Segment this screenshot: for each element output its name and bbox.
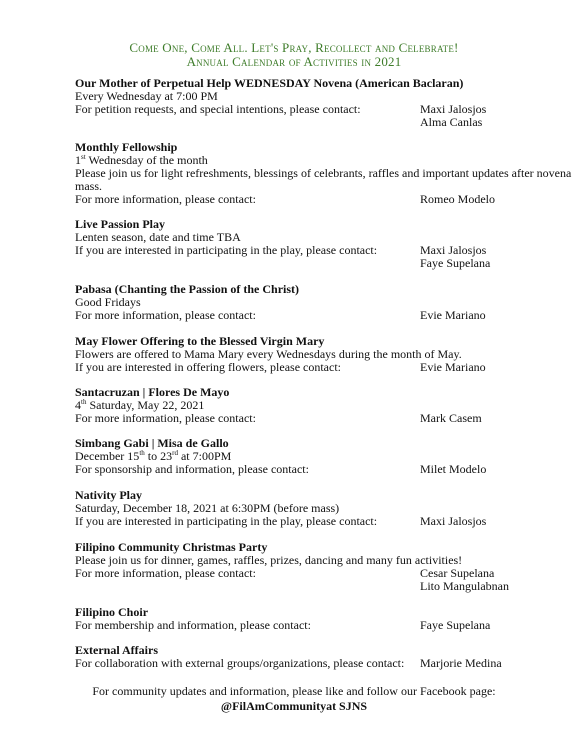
section-title: Pabasa (Chanting the Passion of the Christ): [75, 282, 300, 296]
contact-name: Maxi Jalosjos: [420, 102, 487, 116]
contact-name: Faye Supelana: [420, 256, 491, 270]
section-line: December 15th to 23rd at 7:00PM: [75, 449, 232, 463]
section-line: If you are interested in participating in the play, please contact:: [75, 243, 378, 257]
section-title: Nativity Play: [75, 488, 142, 502]
section-line: 1st Wednesday of the month: [75, 153, 208, 167]
section-title: May Flower Offering to the Blessed Virgin Mary: [75, 334, 325, 348]
section-title: External Affairs: [75, 643, 158, 657]
section-line: Saturday, December 18, 2021 at 6:30PM (before mass): [75, 501, 340, 515]
section-pabasa: [75, 283, 575, 322]
section-may-flower: [75, 335, 575, 374]
contact-name: Lito Mangulabnan: [420, 579, 509, 593]
section-line: Please join us for dinner, games, raffles, prizes, dancing and many fun activities!: [75, 553, 463, 567]
contact-name: Marjorie Medina: [420, 656, 502, 670]
section-christmas-party: [75, 541, 575, 593]
section-title: Filipino Choir: [75, 605, 149, 619]
section-line: For more information, please contact:: [75, 192, 256, 206]
contact-name: Evie Mariano: [420, 308, 486, 322]
section-line: For sponsorship and information, please contact:: [75, 462, 309, 476]
section-line: If you are interested in offering flowers, please contact:: [75, 360, 342, 374]
section-monthly-fellowship: [75, 141, 575, 206]
section-title: Simbang Gabi | Misa de Gallo: [75, 436, 229, 450]
section-novena: [75, 77, 575, 129]
section-line: Every Wednesday at 7:00 PM: [75, 89, 218, 103]
section-live-passion-play: [75, 218, 575, 270]
contact-name: Evie Mariano: [420, 360, 486, 374]
section-external-affairs: [75, 644, 575, 670]
contact-name: Faye Supelana: [420, 618, 491, 632]
section-line: Please join us for light refreshments, blessings of celebrants, raffles and important updates after novena mass.: [75, 166, 572, 193]
section-line: If you are interested in participating in the play, please contact:: [75, 514, 378, 528]
contact-name: Maxi Jalosjos: [420, 243, 487, 257]
section-nativity-play: [75, 489, 575, 528]
contact-name: Milet Modelo: [420, 462, 487, 476]
section-line: 4th Saturday, May 22, 2021: [75, 398, 205, 412]
section-line: Good Fridays: [75, 295, 141, 309]
section-line: For more information, please contact:: [75, 411, 256, 425]
section-line: For more information, please contact:: [75, 566, 256, 580]
section-simbang-gabi: [75, 437, 575, 476]
section-line: For membership and information, please contact:: [75, 618, 311, 632]
section-title: Our Mother of Perpetual Help WEDNESDAY Novena (American Baclaran): [75, 76, 464, 90]
section-title: Live Passion Play: [75, 217, 166, 231]
contact-name: Mark Casem: [420, 411, 482, 425]
contact-name: Maxi Jalosjos: [420, 514, 487, 528]
section-line: Flowers are offered to Mama Mary every Wednesdays during the month of May.: [75, 347, 462, 361]
header-line-2: Annual Calendar of Activities in 2021: [186, 54, 402, 69]
footer-text: For community updates and information, please like and follow our Facebook page:: [92, 684, 496, 698]
section-filipino-choir: [75, 606, 575, 632]
section-title: Filipino Community Christmas Party: [75, 540, 268, 554]
facebook-page-handle[interactable]: @FilAmCommunityat SJNS: [220, 699, 368, 713]
section-line: For petition requests, and special intentions, please contact:: [75, 102, 361, 116]
contact-name: Romeo Modelo: [420, 192, 495, 206]
section-title: Monthly Fellowship: [75, 140, 178, 154]
section-title: Santacruzan | Flores De Mayo: [75, 385, 230, 399]
section-line: For collaboration with external groups/organizations, please contact:: [75, 656, 405, 670]
footer: [0, 684, 588, 714]
section-santacruzan: [75, 386, 575, 425]
section-line: For more information, please contact:: [75, 308, 256, 322]
contact-name: Alma Canlas: [420, 115, 483, 129]
section-line: Lenten season, date and time TBA: [75, 230, 241, 244]
header-line-1: Come One, Come All. Let's Pray, Recollect and Celebrate!: [129, 40, 459, 55]
contact-name: Cesar Supelana: [420, 566, 495, 580]
